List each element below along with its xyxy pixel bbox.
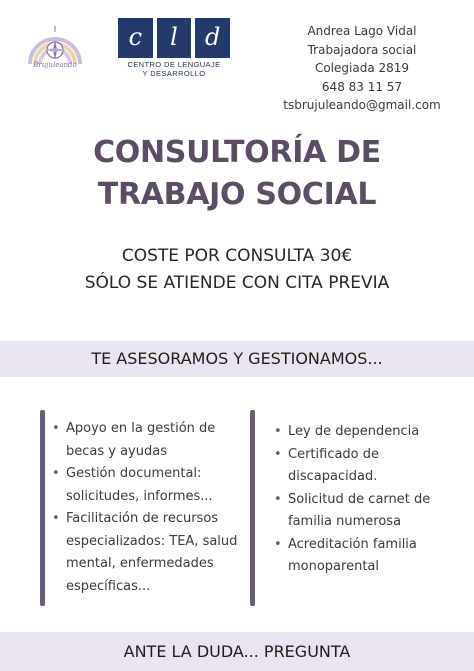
- brujuleando-logo: [22, 18, 88, 78]
- contact-license: Colegiada 2819: [314, 61, 410, 75]
- contact-phone[interactable]: 648 83 11 57: [321, 79, 403, 94]
- cld-letter-d: d: [195, 18, 230, 58]
- list-item: • Solicitud de carnet de familia numerosa: [274, 489, 469, 534]
- title-line2: TRABAJO SOCIAL: [97, 177, 377, 212]
- footer-band: [0, 632, 474, 671]
- left-divider-bar: [40, 410, 45, 606]
- cld-logo-subtitle-line2: Y DESARROLLO: [142, 69, 206, 78]
- list-item: • Facilitación de recursos especializados: TEA, salud mental, enfermedades específicas...: [52, 508, 248, 598]
- contact-block: [262, 22, 462, 115]
- footer-text: ANTE LA DUDA... PREGUNTA: [123, 642, 351, 661]
- pricing-line1: COSTE POR CONSULTA 30€: [121, 246, 353, 266]
- contact-name: Andrea Lago Vidal: [307, 24, 417, 38]
- list-item: • Acreditación familia monoparental: [274, 534, 469, 579]
- pricing-line2: SÓLO SE ATIENDE CON CITA PREVIA: [84, 273, 390, 293]
- list-item: • Ley de dependencia: [274, 421, 469, 444]
- list-item: • Apoyo en la gestión de becas y ayudas: [52, 418, 248, 463]
- section-header-text: TE ASESORAMOS Y GESTIONAMOS...: [91, 349, 383, 368]
- cld-logo: [118, 18, 230, 58]
- section-header-band: [0, 341, 474, 377]
- services-list-left: [52, 418, 248, 598]
- middle-divider-bar: [250, 410, 255, 606]
- contact-email[interactable]: tsbrujuleando@gmail.com: [283, 98, 441, 112]
- cld-logo-subtitle-line1: CENTRO DE LENGUAJE: [127, 60, 221, 69]
- cld-letter-c: c: [118, 18, 153, 58]
- services-list-right: [274, 421, 469, 579]
- list-item: • Certificado de discapacidad.: [274, 444, 469, 489]
- brujuleando-logo-text: Brujuleando: [33, 61, 77, 69]
- list-item: • Gestión documental: solicitudes, informes...: [52, 463, 248, 508]
- pricing-block: [0, 243, 474, 297]
- cld-letter-l: l: [157, 18, 192, 58]
- page-title: [0, 132, 474, 216]
- contact-role: Trabajadora social: [307, 42, 417, 57]
- title-line1: CONSULTORÍA DE: [93, 135, 381, 170]
